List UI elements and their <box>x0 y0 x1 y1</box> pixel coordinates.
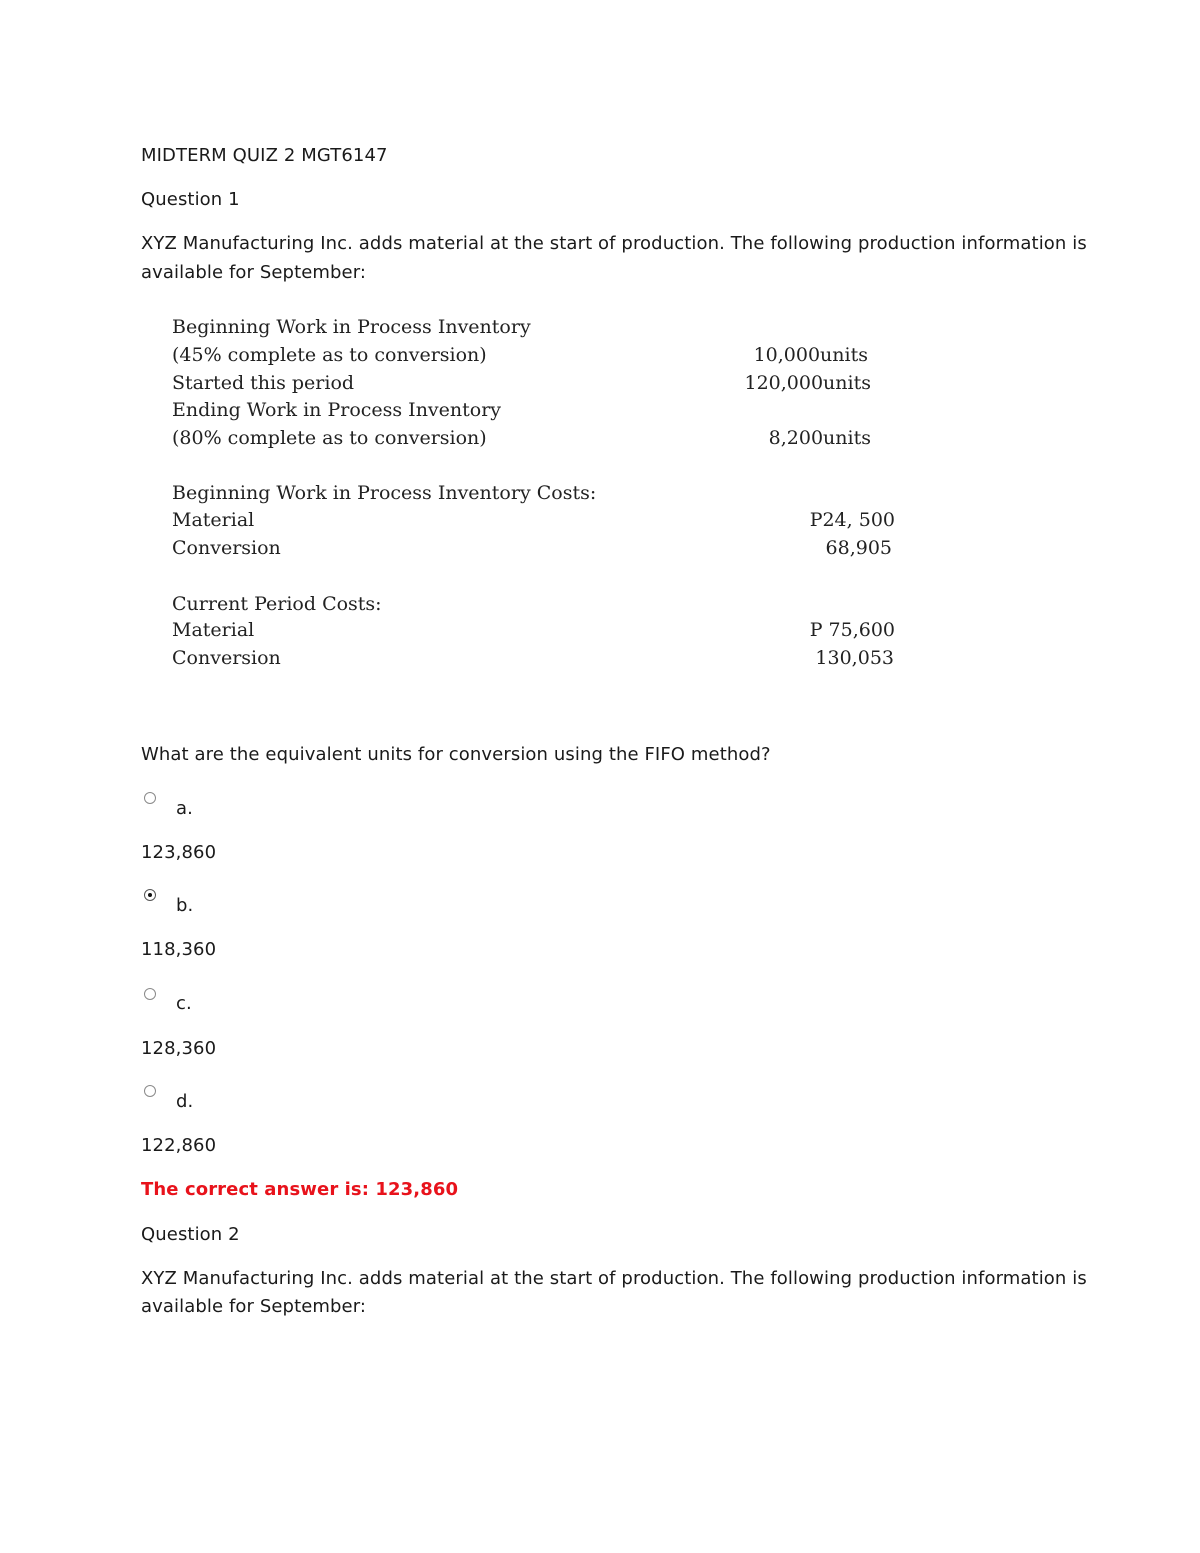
question-1-label: Question 1 <box>141 189 240 210</box>
option-c-value: 128,360 <box>141 1038 217 1059</box>
option-d-letter: d. <box>176 1091 194 1112</box>
option-a-radio[interactable] <box>144 792 156 804</box>
question-1-prompt: What are the equivalent units for conversion using the FIFO method? <box>141 744 771 765</box>
question-2-label: Question 2 <box>141 1224 240 1245</box>
current-material-label: Material <box>172 619 255 641</box>
bwip-units: 10,000units <box>753 344 868 366</box>
ewip-heading: Ending Work in Process Inventory <box>172 399 502 421</box>
bwip-percent: (45% complete as to conversion) <box>172 344 487 366</box>
question-2-intro-line-1: XYZ Manufacturing Inc. adds material at the start of production. The following production information is <box>141 1268 1087 1289</box>
current-conversion-label: Conversion <box>172 647 281 669</box>
correct-answer: The correct answer is: 123,860 <box>141 1179 459 1200</box>
current-conversion-value: 130,053 <box>815 647 894 669</box>
bwip-conversion-label: Conversion <box>172 537 281 559</box>
ewip-percent: (80% complete as to conversion) <box>172 427 487 449</box>
ewip-units: 8,200units <box>768 427 871 449</box>
question-1-intro-line-2: available for September: <box>141 262 367 283</box>
started-units: 120,000units <box>744 372 871 394</box>
question-1-intro-line-1: XYZ Manufacturing Inc. adds material at the start of production. The following production information is <box>141 233 1087 254</box>
option-b-letter: b. <box>176 895 194 916</box>
bwip-material-label: Material <box>172 509 255 531</box>
bwip-conversion-value: 68,905 <box>825 537 892 559</box>
current-material-value: P 75,600 <box>809 619 895 641</box>
question-2-intro-line-2: available for September: <box>141 1296 367 1317</box>
bwip-heading: Beginning Work in Process Inventory <box>172 316 531 338</box>
bwip-material-value: P24, 500 <box>809 509 895 531</box>
current-costs-heading: Current Period Costs: <box>172 593 382 615</box>
started-label: Started this period <box>172 372 355 394</box>
option-b-value: 118,360 <box>141 939 217 960</box>
page-title: MIDTERM QUIZ 2 MGT6147 <box>141 145 388 166</box>
option-c-radio[interactable] <box>144 988 156 1000</box>
option-a-value: 123,860 <box>141 842 217 863</box>
option-a-letter: a. <box>176 798 193 819</box>
option-d-value: 122,860 <box>141 1135 217 1156</box>
bwip-costs-heading: Beginning Work in Process Inventory Costs: <box>172 482 597 504</box>
option-c-letter: c. <box>176 993 192 1014</box>
option-d-radio[interactable] <box>144 1085 156 1097</box>
option-b-radio[interactable] <box>144 889 156 901</box>
